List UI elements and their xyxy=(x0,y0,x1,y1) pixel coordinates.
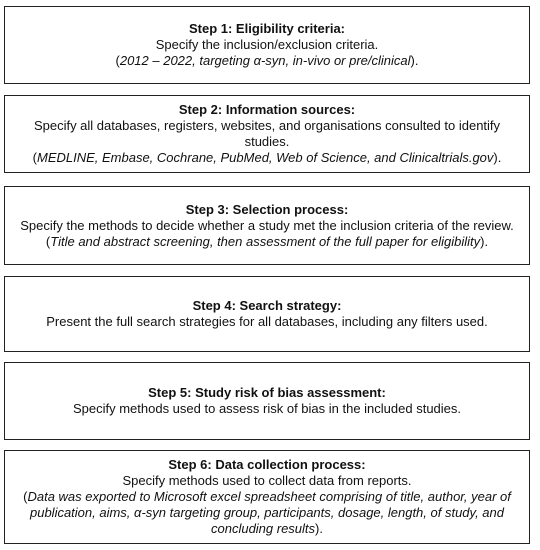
step-5-box xyxy=(4,362,530,440)
step-detail-line: (Title and abstract screening, then assessment of the full paper for eligibility). xyxy=(45,233,489,249)
step-detail: 2012 – 2022, targeting α-syn, in-vivo or pre/clinical xyxy=(119,53,411,68)
step-detail: Data was exported to Microsoft excel spreadsheet comprising of title, author, year of publication, aims, α-syn targeting group, participants, dosage, length, of study, and concluding results xyxy=(27,489,511,536)
step-detail: Title and abstract screening, then assessment of the full paper for eligibility xyxy=(50,233,481,249)
step-title: Step 2: Information sources: xyxy=(178,102,356,117)
step-title: Step 3: Selection process: xyxy=(185,201,349,217)
step-title: Step 1: Eligibility criteria: xyxy=(188,21,346,36)
step-detail-line: (Data was exported to Microsoft excel spreadsheet comprising of title, author, year of publication, aims, α-syn targeting group, participants, dosage, length, of study, and concluding results). xyxy=(23,489,511,536)
step-6-box xyxy=(4,450,530,544)
step-description: Specify methods used to collect data from reports. xyxy=(122,473,412,488)
step-description: Specify the inclusion/exclusion criteria. xyxy=(155,37,379,52)
step-detail-line: (2012 – 2022, targeting α-syn, in-vivo or pre/clinical). xyxy=(115,53,419,68)
step-description: Specify all databases, registers, websites, and organisations consulted to identify studies. xyxy=(33,118,501,149)
step-description: Specify the methods to decide whether a study met the inclusion criteria of the review. xyxy=(20,217,514,233)
step-description: Specify methods used to assess risk of bias in the included studies. xyxy=(72,401,462,416)
step-2-box xyxy=(4,95,530,173)
step-detail-line: (MEDLINE, Embase, Cochrane, PubMed, Web of Science, and Clinicaltrials.gov). xyxy=(32,150,502,165)
step-title: Step 6: Data collection process: xyxy=(168,457,366,472)
step-1-box xyxy=(4,6,530,84)
step-title: Step 4: Search strategy: xyxy=(192,298,342,313)
step-3-box xyxy=(4,186,530,265)
step-title: Step 5: Study risk of bias assessment: xyxy=(148,385,386,400)
step-description: Present the full search strategies for all databases, including any filters used. xyxy=(46,314,488,329)
step-4-box xyxy=(4,276,530,352)
step-detail: MEDLINE, Embase, Cochrane, PubMed, Web of Science, and Clinicaltrials.gov xyxy=(36,150,494,165)
